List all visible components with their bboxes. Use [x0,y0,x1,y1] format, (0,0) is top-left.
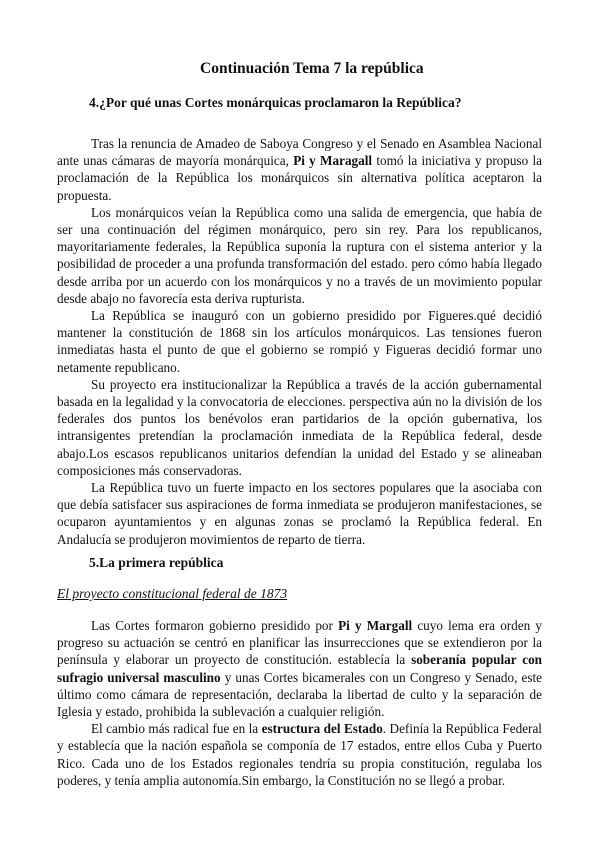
paragraph: La República se inauguró con un gobierno presidido por Figueres.qué decidió mantener la constitución de 1868 sin los artículos monárquicos. Las tensiones fueron inmediatas hasta el punto de que el gobierno se rompió y Figueras decidió formar uno netamente republicano. [57,308,542,375]
paragraph: Los monárquicos veían la República como una salida de emergencia, que había de ser una continuación del régimen monárquico, pero sin rey. Para los republicanos, mayoritariamente federales, la República suponía la ruptura con el sistema anterior y la posibilidad de proceder a una profunda transformación del estado. pero cómo había llegado desde arriba por un acuerdo con los monárquicos y no a través de un movimiento popular desde abajo no favorecía esta deriva rupturista. [57,204,542,306]
text-run: El cambio más radical fue en la [91,721,262,737]
paragraph [57,720,542,789]
bold-text: Pi y Maragall [293,153,373,169]
text-run: Las Cortes formaron gobierno presidido por [91,618,339,633]
paragraph [57,135,542,204]
paragraph [57,617,542,720]
text-run: Tras la renuncia de Amadeo de Saboya Congreso y el Senado en Asamblea Nacional ante unas cámaras de mayoría monárquica, [57,136,542,169]
text-run: cuyo lema era orden y progreso su actuación se centró en planificar las insurrecciones que se extendieron por la península y elaborar un proyecto de constitución. establecía la [57,618,542,668]
paragraph: La República tuvo un fuerte impacto en los sectores populares que la asociaba con que debía satisfacer sus aspiraciones de forma inmediata se produjeron manifestaciones, se ocuparon ayuntamientos y en algunas zonas se proclamó la República federal. En Andalucía se produjeron movimientos de reparto de tierra. [57,480,542,547]
page-title: Continuación Tema 7 la república [200,60,424,77]
section-5-heading: 5.La primera república [89,555,224,570]
text-run: y unas Cortes bicamerales con un Congreso y Senado, este último como cámara de representación, declaraba la libertad de culto y la separación de Iglesia y estado, prohibida la sublevación a cualquier religión. [57,669,542,720]
section-4-heading: 4.¿Por qué unas Cortes monárquicas proclamaron la República? [89,95,462,110]
section-5-subheading: El proyecto constitucional federal de 1873 [57,586,288,601]
text-run: tomó la iniciativa y propuso la proclamación de la República los monárquicos sin alternativa política aceptaron la propuesta. [57,153,543,203]
bold-text: estructura del Estado [261,721,383,737]
bold-text: soberanía popular con sufragio universal masculino [57,652,542,685]
paragraph: Su proyecto era institucionalizar la República a través de la acción gubernamental basada en la legalidad y la convocatoria de elecciones. perspectiva aún no la división de los federales dos puntos los benévolos eran partidarios de la opción gubernativa, los intransigentes pretendían la proclamación inmediata de la República federal, desde abajo.Los escasos republicanos unitarios defendían la unidad del Estado y se alineaban composiciones más conservadoras. [57,376,542,478]
section-4-body [57,135,542,548]
text-run: . Definía la República Federal y establecía que la nación española se componía de 17 estados, entre ellos Cuba y Puerto Rico. Cada uno de los Estados regionales tendría su propia constitución, regulaba los poderes, y tenía amplia autonomía.Sin embargo, la Constitución no se llegó a probar. [57,721,542,788]
section-5-body [57,617,542,789]
bold-text: Pi y Margall [338,618,413,633]
